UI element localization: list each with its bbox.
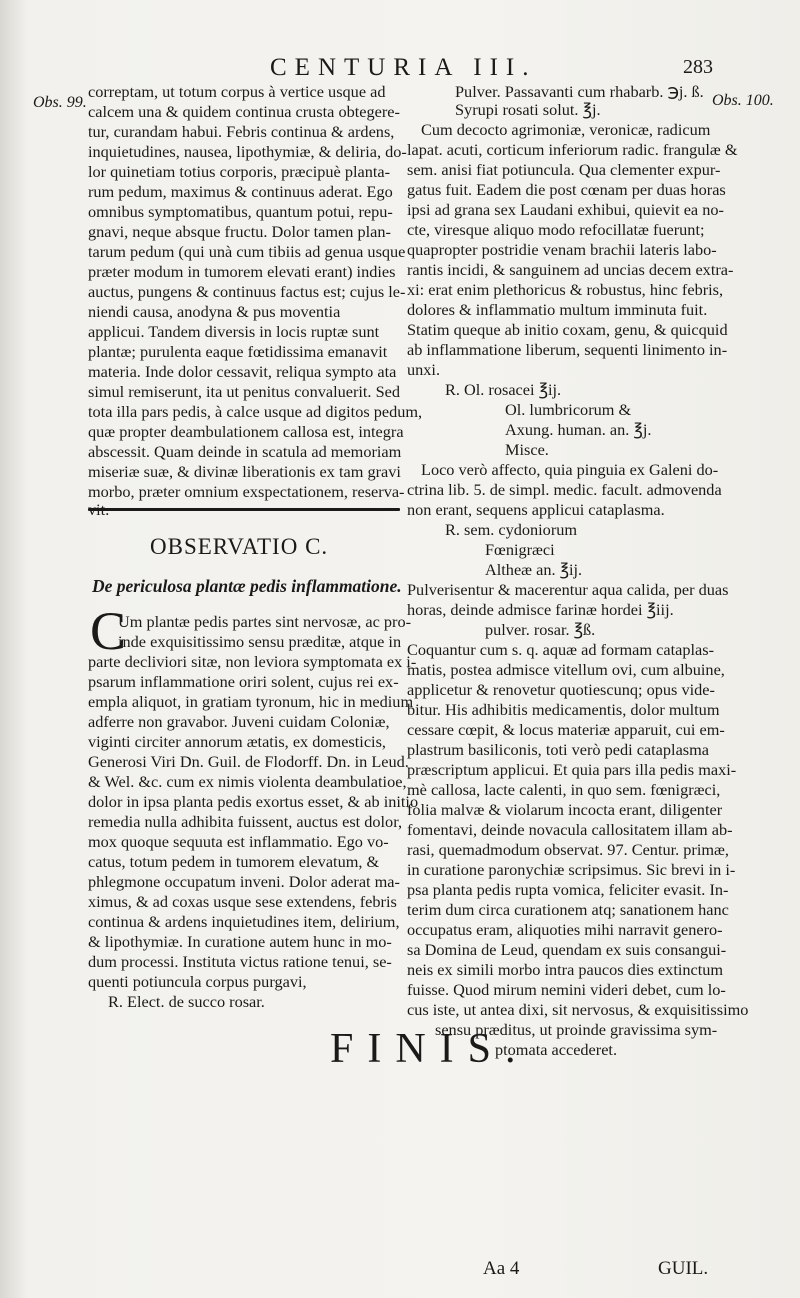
text-line: ptomata accederet. [495, 1040, 618, 1059]
text-line: unxi. [407, 360, 441, 379]
text-line: rum pedum, maximus & continuus aderat. Ego [88, 182, 393, 201]
text-line: tota illa pars pedis, à calce usque ad digitos pedum, [88, 402, 423, 421]
text-line: ipsi ad grana sex Laudani exhibui, quievit ea no- [407, 200, 724, 219]
recipe-line: pulver. rosar. ℥ß. [485, 620, 596, 639]
text-line: quapropter postridie venam brachii lateris labo- [407, 240, 717, 259]
recipe-line: Misce. [505, 440, 549, 459]
text-line: sensu præditus, ut proinde gravissima sym- [435, 1020, 718, 1039]
text-line: gnavi, neque absque fructu. Dolor tamen plan- [88, 222, 391, 241]
printer-signature: Aa 4 [483, 1258, 520, 1279]
text-line: mè callosa, lacte calenti, in quo sem. fœnigræci, [407, 780, 721, 799]
text-line: lor quinetiam totius corporis, præcipuè planta- [88, 162, 391, 181]
recipe-line: R. sem. cydoniorum [445, 520, 578, 539]
text-line: Um plantæ pedis partes sint nervosæ, ac pro- [118, 612, 412, 631]
text-line: Pulver. Passavanti cum rhabarb. ℈j. ß. [455, 82, 704, 101]
text-line: niendi causa, anodyna & pus moventia [88, 302, 341, 321]
text-line: dolor in ipsa planta pedis exortus esset, & ab initio [88, 792, 419, 811]
text-line: Coquantur cum s. q. aquæ ad formam cataplas- [407, 640, 714, 659]
observation-heading: OBSERVATIO C. [150, 534, 329, 559]
margin-note-obs-100: Obs. 100. [712, 92, 774, 109]
text-line: phlegmone occupatum inveni. Dolor aderat ma- [88, 872, 400, 891]
page-number: 283 [683, 56, 713, 78]
text-line: R. Elect. de succo rosar. [108, 992, 265, 1011]
text-line: empla aliquot, in gratiam tyronum, hic in medium [88, 692, 414, 711]
recipe-line: R. Ol. rosacei ℥ij. [445, 380, 562, 399]
recipe-line: Altheæ an. ℥ij. [485, 560, 583, 579]
text-line: applicetur & renovetur quotiescunq; opus vide- [407, 680, 715, 699]
text-line: cessare cœpit, & locus materiæ apparuit, cui em- [407, 720, 725, 739]
text-line: in curatione paronychiæ scripsimus. Sic brevi in i- [407, 860, 736, 879]
text-line: præscriptum applicui. Et quia pars illa pedis maxi- [407, 760, 737, 779]
text-line: plantæ; purulenta eaque fœtidissima emanavit [88, 342, 388, 361]
text-line: ctrina lib. 5. de simpl. medic. facult. admovenda [407, 480, 722, 499]
text-line: ximus, & ad coxas usque sese extendens, febris [88, 892, 397, 911]
text-line: horas, deinde admisce farinæ hordei ℥iij. [407, 600, 674, 619]
text-line: correptam, ut totum corpus à vertice usque ad [88, 82, 386, 101]
text-line: & lipothymiæ. In curatione autem hunc in mo- [88, 932, 392, 951]
text-line: & Wel. &c. cum ex nimis violenta deambulatioe, [88, 772, 407, 791]
text-line: sem. anisi fiat potiuncula. Qua clementer expur- [407, 160, 721, 179]
text-line: Generosi Viri Dn. Guil. de Flodorff. Dn. in Leud. [88, 752, 409, 771]
text-line: cte, viresque aliquo modo refocillatæ fuerunt; [407, 220, 705, 239]
text-line: terim dum circa curationem atq; sanationem hanc [407, 900, 729, 919]
text-line: Cum decocto agrimoniæ, veronicæ, radicum [421, 120, 711, 139]
text-line: gatus fuit. Eadem die post cœnam per duas horas [407, 180, 726, 199]
text-line: mox quoque sequuta est inflammatio. Ego vo- [88, 832, 389, 851]
text-line: dolores & inflammatio multum imminuta fuit. [407, 300, 708, 319]
text-line: applicui. Tandem diversis in locis ruptæ sunt [88, 322, 380, 341]
text-line: rantis incidi, & sanguinem ad uncias decem extra- [407, 260, 734, 279]
text-line: omnibus symptomatibus, quantum potui, repu- [88, 202, 393, 221]
text-line: parte decliviori sitæ, non leviora symptomata ex i- [88, 652, 417, 671]
catchword: GUIL. [658, 1258, 709, 1279]
finis-heading: FINIS. [330, 1026, 530, 1072]
text-line: Syrupi rosati solut. ℥j. [455, 100, 601, 119]
text-line: Pulverisentur & macerentur aqua calida, per duas [407, 580, 729, 599]
text-line: bitur. His adhibitis medicamentis, dolor multum [407, 700, 720, 719]
recipe-line: Axung. human. an. ℥j. [505, 420, 652, 439]
text-line: tarum pedum (qui unà cum tibiis ad genua usque [88, 242, 406, 261]
recipe-line: Ol. lumbricorum & [505, 400, 632, 419]
text-line: præter modum in tumorem elevati erant) indies [88, 262, 396, 281]
text-line: tur, curandam habui. Febris continua & ardens, [88, 122, 395, 141]
running-header: CENTURIA III. [270, 54, 537, 81]
text-line: viginti circiter annorum ætatis, ex domesticis, [88, 732, 386, 751]
text-line: inde exquisitissimo sensu præditæ, atque in [118, 632, 402, 651]
text-line: dum processi. Instituta victus ratione tenui, se- [88, 952, 392, 971]
text-line: lapat. acuti, corticum inferiorum radic. frangulæ & [407, 140, 738, 159]
text-line: catus, totum pedem in tumorem elevatum, & [88, 852, 380, 871]
text-line: abscessit. Quam deinde in scatula ad memoriam [88, 442, 402, 461]
text-line: Loco verò affecto, quia pinguia ex Galeni do- [421, 460, 719, 479]
text-line: ab inflammatione liberum, sequenti linimento in- [407, 340, 728, 359]
drop-cap: C [90, 601, 127, 661]
text-line: occupatus eram, aliquoties mihi narravit genero- [407, 920, 723, 939]
text-line: morbo, præter omnium exspectationem, reserva- [88, 482, 405, 501]
text-line: materia. Inde dolor cessavit, reliqua sympto ata [88, 362, 397, 381]
text-line: matis, postea admisce vitellum ovi, cum albuine, [407, 660, 725, 679]
text-line: non erant, sequens applicui cataplasma. [407, 500, 665, 519]
margin-note-obs-99: Obs. 99. [33, 94, 87, 111]
text-line: quenti potiuncula corpus purgavi, [88, 972, 307, 991]
text-line: neis ex simili morbo intra paucos dies extinctum [407, 960, 724, 979]
text-line: folia malvæ & violarum incocta erant, diligenter [407, 800, 723, 819]
text-line: cus iste, ut antea dixi, sit nervosus, & exquisitissimo [407, 1000, 749, 1019]
recipe-line: Fœnigræci [485, 540, 555, 559]
text-line: auctus, pungens & continuus factus est; cujus le- [88, 282, 406, 301]
text-line: plastrum basiliconis, toti verò pedi cataplasma [407, 740, 710, 759]
text-line: fomentavi, deinde novacula callositatem illam ab- [407, 820, 733, 839]
text-line: calcem una & quidem continua crusta obtegere- [88, 102, 400, 121]
text-line: miseriæ suæ, & divinæ liberationis ex tam gravi [88, 462, 401, 481]
text-line: continua & ardens inquietudines item, delirium, [88, 912, 400, 931]
text-line: rasi, quemadmodum observat. 97. Centur. primæ, [407, 840, 729, 859]
text-line: quæ propter deambulationem callosa est, integra [88, 422, 404, 441]
text-line: Statim queque ab initio coxam, genu, & quicquid [407, 320, 728, 339]
observation-subtitle: De periculosa plantæ pedis inflammatione. [92, 576, 402, 596]
text-line: fuisse. Quod mirum nemini videri debet, cum lo- [407, 980, 726, 999]
text-line: xi: erat enim plethoricus & robustus, hinc febris, [407, 280, 724, 299]
text-line: sa Domina de Leud, quendam ex suis consangui- [407, 940, 727, 959]
text-line: adferre non gravabor. Juveni cuidam Coloniæ, [88, 712, 390, 731]
text-line: psarum inflammatione oriri solent, cujus rei ex- [88, 672, 399, 691]
text-line: inquietudines, nausea, lipothymiæ, & deliria, do- [88, 142, 407, 161]
text-line: simul remiserunt, ita ut penitus convaluerit. Sed [88, 382, 400, 401]
text-line: psa planta pedis rupta vomica, feliciter evasit. In- [407, 880, 729, 899]
text-line: remedia nulla adhibita fuissent, auctus est dolor, [88, 812, 403, 831]
section-divider-rule [88, 508, 400, 511]
